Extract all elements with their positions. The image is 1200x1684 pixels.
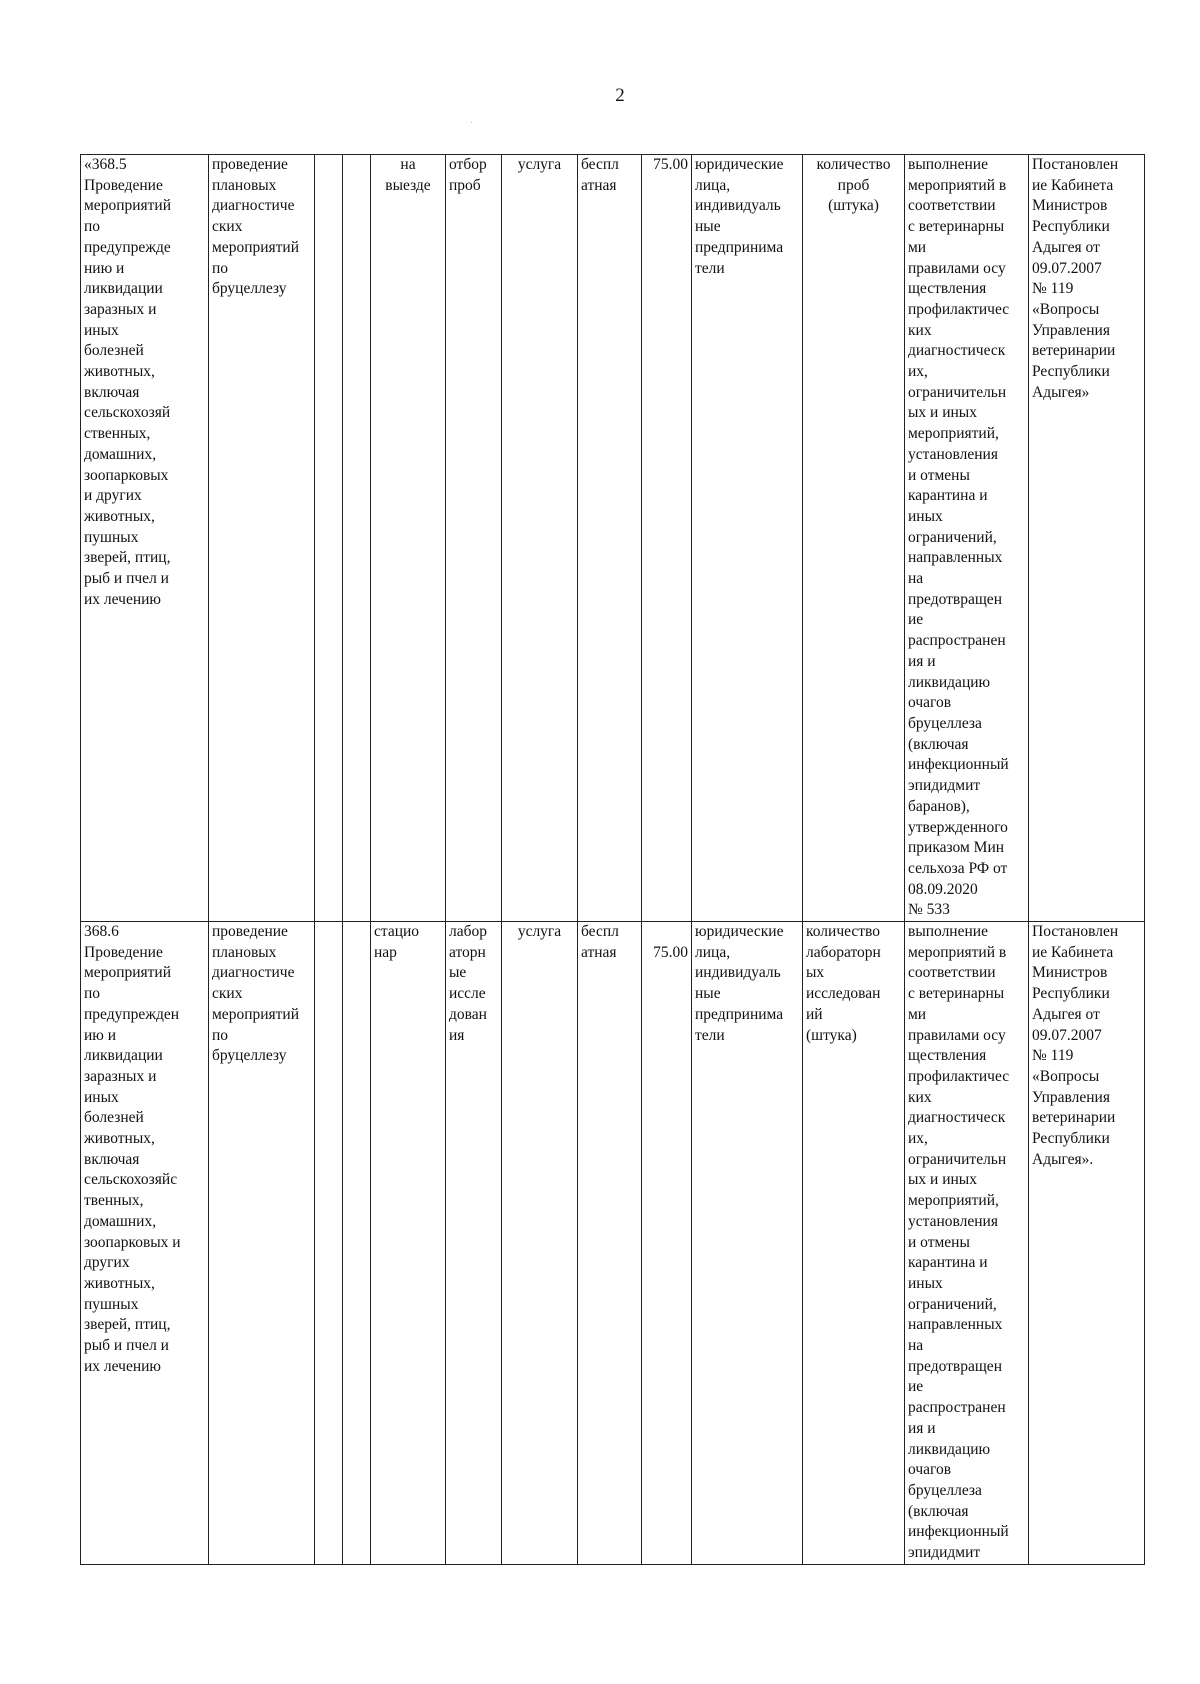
work-name: проведение плановых диагностиче ских мероприятий по бруцеллезу	[209, 155, 315, 922]
service-kind: услуга	[502, 155, 578, 922]
empty-cell	[315, 155, 343, 922]
empty-cell	[343, 922, 371, 1565]
work-name: проведение плановых диагностиче ских мероприятий по бруцеллезу	[209, 922, 315, 1565]
service-code-name: «368.5 Проведение мероприятий по предупрежде нию и ликвидации заразных и иных болезней животных, включая сельскохозяй ственных, домашних, зоопарковых и других животных, пушных зверей, птиц, рыб и пчел и их лечению	[81, 155, 209, 922]
service-content: лабор аторн ые иссле дован ия	[446, 922, 502, 1565]
delivery-place: на выезде	[371, 155, 446, 922]
unit-of-measure: количество проб (штука)	[803, 155, 905, 922]
service-code-name: 368.6 Проведение мероприятий по предупрежден ию и ликвидации заразных и иных болезней животных, включая сельскохозяйс твенных, домашних, зоопарковых и других животных, пушных зверей, птиц, рыб и пчел и их лечению	[81, 922, 209, 1565]
empty-cell	[343, 155, 371, 922]
consumers: юридические лица, индивидуаль ные предпринима тели	[692, 155, 803, 922]
payment-type: беспл атная	[578, 155, 642, 922]
legal-act: Постановлен ие Кабинета Министров Республики Адыгея от 09.07.2007 № 119 «Вопросы Управления ветеринарии Республики Адыгея»	[1029, 155, 1145, 922]
empty-cell	[315, 922, 343, 1565]
services-table	[80, 154, 1145, 1565]
table-row	[81, 155, 1145, 922]
payment-type: беспл атная	[578, 922, 642, 1565]
table-row	[81, 922, 1145, 1565]
scan-artifact: ·	[470, 118, 474, 129]
service-content: отбор проб	[446, 155, 502, 922]
consumers: юридические лица, индивидуаль ные предпринима тели	[692, 922, 803, 1565]
delivery-place: стацио нар	[371, 922, 446, 1565]
page-number: 2	[615, 85, 625, 106]
price: 75.00	[642, 922, 692, 1565]
price: 75.00	[642, 155, 692, 922]
requirements: выполнение мероприятий в соответствии с ветеринарны ми правилами осу ществления профилактичес ких диагностическ их, ограничительн ых и иных мероприятий, установления и отмены карантина и иных ограничений, направленных на предотвращен ие распространен ия и ликвидацию очагов бруцеллеза (включая инфекционный эпидидмит баранов), утвержденного приказом Мин сельхоза РФ от 08.09.2020 № 533	[905, 155, 1029, 922]
service-kind: услуга	[502, 922, 578, 1565]
unit-of-measure: количество лабораторн ых исследован ий (штука)	[803, 922, 905, 1565]
legal-act: Постановлен ие Кабинета Министров Республики Адыгея от 09.07.2007 № 119 «Вопросы Управления ветеринарии Республики Адыгея».	[1029, 922, 1145, 1565]
requirements: выполнение мероприятий в соответствии с ветеринарны ми правилами осу ществления профилактичес ких диагностическ их, ограничительн ых и иных мероприятий, установления и отмены карантина и иных ограничений, направленных на предотвращен ие распространен ия и ликвидацию очагов бруцеллеза (включая инфекционный эпидидмит	[905, 922, 1029, 1565]
